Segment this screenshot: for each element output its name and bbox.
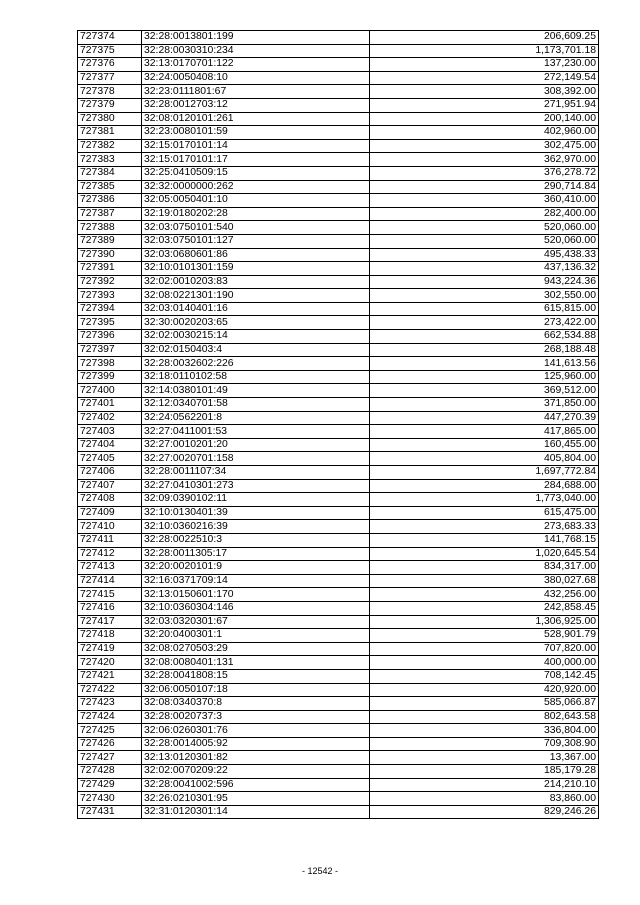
table-row xyxy=(78,153,599,167)
record-id-cell: 727380 xyxy=(78,112,142,126)
table-row xyxy=(78,778,599,792)
record-id-cell: 727375 xyxy=(78,44,142,58)
table-row xyxy=(78,98,599,112)
cadastral-number-cell: 32:20:0400301:1 xyxy=(142,629,370,643)
cadastral-number-cell: 32:03:0680601:86 xyxy=(142,248,370,262)
amount-cell: 83,860.00 xyxy=(370,792,599,806)
amount-cell: 707,820.00 xyxy=(370,642,599,656)
table-row xyxy=(78,751,599,765)
record-id-cell: 727389 xyxy=(78,234,142,248)
table-row xyxy=(78,493,599,507)
page-number: - 12542 - xyxy=(301,866,339,876)
table-row xyxy=(78,506,599,520)
amount-cell: 1,173,701.18 xyxy=(370,44,599,58)
table-row xyxy=(78,520,599,534)
record-id-cell: 727422 xyxy=(78,683,142,697)
records-table-body xyxy=(78,31,599,819)
table-row xyxy=(78,302,599,316)
record-id-cell: 727425 xyxy=(78,724,142,738)
table-row xyxy=(78,207,599,221)
cadastral-number-cell: 32:19:0180202:28 xyxy=(142,207,370,221)
record-id-cell: 727390 xyxy=(78,248,142,262)
amount-cell: 708,142.45 xyxy=(370,669,599,683)
record-id-cell: 727420 xyxy=(78,656,142,670)
table-row xyxy=(78,737,599,751)
cadastral-number-cell: 32:13:0150601:170 xyxy=(142,588,370,602)
amount-cell: 834,317.00 xyxy=(370,561,599,575)
record-id-cell: 727418 xyxy=(78,629,142,643)
table-row xyxy=(78,805,599,819)
cadastral-number-cell: 32:23:0080101:59 xyxy=(142,126,370,140)
record-id-cell: 727387 xyxy=(78,207,142,221)
amount-cell: 290,714.84 xyxy=(370,180,599,194)
table-row xyxy=(78,194,599,208)
record-id-cell: 727394 xyxy=(78,302,142,316)
table-row xyxy=(78,615,599,629)
cadastral-number-cell: 32:03:0750101:127 xyxy=(142,234,370,248)
table-row xyxy=(78,139,599,153)
table-row xyxy=(78,330,599,344)
record-id-cell: 727379 xyxy=(78,98,142,112)
amount-cell: 520,060.00 xyxy=(370,234,599,248)
record-id-cell: 727414 xyxy=(78,574,142,588)
record-id-cell: 727392 xyxy=(78,275,142,289)
amount-cell: 242,858.45 xyxy=(370,601,599,615)
cadastral-number-cell: 32:08:0080401:131 xyxy=(142,656,370,670)
amount-cell: 360,410.00 xyxy=(370,194,599,208)
cadastral-number-cell: 32:03:0320301:67 xyxy=(142,615,370,629)
cadastral-number-cell: 32:16:0371709:14 xyxy=(142,574,370,588)
cadastral-number-cell: 32:32:0000000:262 xyxy=(142,180,370,194)
record-id-cell: 727426 xyxy=(78,737,142,751)
amount-cell: 1,020,645.54 xyxy=(370,547,599,561)
record-id-cell: 727428 xyxy=(78,765,142,779)
cadastral-number-cell: 32:28:0011107:34 xyxy=(142,466,370,480)
amount-cell: 271,951.94 xyxy=(370,98,599,112)
cadastral-number-cell: 32:27:0010201:20 xyxy=(142,438,370,452)
record-id-cell: 727396 xyxy=(78,330,142,344)
table-row xyxy=(78,262,599,276)
record-id-cell: 727419 xyxy=(78,642,142,656)
record-id-cell: 727412 xyxy=(78,547,142,561)
amount-cell: 200,140.00 xyxy=(370,112,599,126)
amount-cell: 520,060.00 xyxy=(370,221,599,235)
amount-cell: 308,392.00 xyxy=(370,85,599,99)
cadastral-number-cell: 32:31:0120301:14 xyxy=(142,805,370,819)
record-id-cell: 727423 xyxy=(78,697,142,711)
cadastral-number-cell: 32:10:0360216:39 xyxy=(142,520,370,534)
amount-cell: 369,512.00 xyxy=(370,384,599,398)
cadastral-number-cell: 32:15:0170101:14 xyxy=(142,139,370,153)
cadastral-number-cell: 32:10:0360304:146 xyxy=(142,601,370,615)
cadastral-number-cell: 32:13:0170701:122 xyxy=(142,58,370,72)
amount-cell: 528,901.79 xyxy=(370,629,599,643)
record-id-cell: 727430 xyxy=(78,792,142,806)
record-id-cell: 727404 xyxy=(78,438,142,452)
record-id-cell: 727406 xyxy=(78,466,142,480)
amount-cell: 282,400.00 xyxy=(370,207,599,221)
record-id-cell: 727409 xyxy=(78,506,142,520)
record-id-cell: 727391 xyxy=(78,262,142,276)
cadastral-number-cell: 32:14:0380101:49 xyxy=(142,384,370,398)
record-id-cell: 727401 xyxy=(78,398,142,412)
amount-cell: 268,188.48 xyxy=(370,343,599,357)
amount-cell: 943,224.36 xyxy=(370,275,599,289)
table-row xyxy=(78,248,599,262)
table-row xyxy=(78,112,599,126)
cadastral-number-cell: 32:03:0750101:540 xyxy=(142,221,370,235)
amount-cell: 336,804.00 xyxy=(370,724,599,738)
table-row xyxy=(78,669,599,683)
cadastral-number-cell: 32:12:0340701:58 xyxy=(142,398,370,412)
cadastral-number-cell: 32:20:0020101:9 xyxy=(142,561,370,575)
table-row xyxy=(78,724,599,738)
amount-cell: 273,683.33 xyxy=(370,520,599,534)
amount-cell: 125,960.00 xyxy=(370,370,599,384)
amount-cell: 13,367.00 xyxy=(370,751,599,765)
amount-cell: 362,970.00 xyxy=(370,153,599,167)
record-id-cell: 727393 xyxy=(78,289,142,303)
cadastral-number-cell: 32:24:0050408:10 xyxy=(142,71,370,85)
amount-cell: 273,422.00 xyxy=(370,316,599,330)
cadastral-number-cell: 32:24:0562201:8 xyxy=(142,411,370,425)
amount-cell: 400,000.00 xyxy=(370,656,599,670)
table-row xyxy=(78,601,599,615)
record-id-cell: 727395 xyxy=(78,316,142,330)
amount-cell: 432,256.00 xyxy=(370,588,599,602)
record-id-cell: 727376 xyxy=(78,58,142,72)
table-row xyxy=(78,683,599,697)
table-row xyxy=(78,71,599,85)
cadastral-number-cell: 32:30:0020203:65 xyxy=(142,316,370,330)
table-row xyxy=(78,574,599,588)
table-row xyxy=(78,466,599,480)
amount-cell: 214,210.10 xyxy=(370,778,599,792)
record-id-cell: 727403 xyxy=(78,425,142,439)
table-row xyxy=(78,166,599,180)
table-row xyxy=(78,289,599,303)
cadastral-number-cell: 32:18:0110102:58 xyxy=(142,370,370,384)
table-row xyxy=(78,438,599,452)
record-id-cell: 727408 xyxy=(78,493,142,507)
table-row xyxy=(78,656,599,670)
record-id-cell: 727397 xyxy=(78,343,142,357)
cadastral-number-cell: 32:09:0390102:11 xyxy=(142,493,370,507)
cadastral-number-cell: 32:02:0150403:4 xyxy=(142,343,370,357)
table-row xyxy=(78,357,599,371)
amount-cell: 1,306,925.00 xyxy=(370,615,599,629)
amount-cell: 1,773,040.00 xyxy=(370,493,599,507)
cadastral-number-cell: 32:08:0270503:29 xyxy=(142,642,370,656)
table-row xyxy=(78,561,599,575)
table-row xyxy=(78,31,599,45)
amount-cell: 137,230.00 xyxy=(370,58,599,72)
amount-cell: 284,688.00 xyxy=(370,479,599,493)
record-id-cell: 727378 xyxy=(78,85,142,99)
table-row xyxy=(78,126,599,140)
cadastral-number-cell: 32:28:0012703:12 xyxy=(142,98,370,112)
record-id-cell: 727416 xyxy=(78,601,142,615)
table-row xyxy=(78,370,599,384)
cadastral-number-cell: 32:15:0170101:17 xyxy=(142,153,370,167)
cadastral-number-cell: 32:02:0010203:83 xyxy=(142,275,370,289)
record-id-cell: 727411 xyxy=(78,533,142,547)
record-id-cell: 727382 xyxy=(78,139,142,153)
cadastral-number-cell: 32:06:0260301:76 xyxy=(142,724,370,738)
table-row xyxy=(78,398,599,412)
cadastral-number-cell: 32:28:0022510:3 xyxy=(142,533,370,547)
record-id-cell: 727383 xyxy=(78,153,142,167)
cadastral-number-cell: 32:08:0340370:8 xyxy=(142,697,370,711)
amount-cell: 185,179.28 xyxy=(370,765,599,779)
amount-cell: 802,643.58 xyxy=(370,710,599,724)
record-id-cell: 727424 xyxy=(78,710,142,724)
cadastral-number-cell: 32:08:0120101:261 xyxy=(142,112,370,126)
record-id-cell: 727377 xyxy=(78,71,142,85)
record-id-cell: 727386 xyxy=(78,194,142,208)
cadastral-number-cell: 32:02:0030215:14 xyxy=(142,330,370,344)
cadastral-number-cell: 32:28:0014005:92 xyxy=(142,737,370,751)
amount-cell: 615,475.00 xyxy=(370,506,599,520)
amount-cell: 829,246.26 xyxy=(370,805,599,819)
record-id-cell: 727410 xyxy=(78,520,142,534)
amount-cell: 1,697,772.84 xyxy=(370,466,599,480)
record-id-cell: 727427 xyxy=(78,751,142,765)
amount-cell: 402,960.00 xyxy=(370,126,599,140)
table-row xyxy=(78,697,599,711)
amount-cell: 380,027.68 xyxy=(370,574,599,588)
table-row xyxy=(78,547,599,561)
table-row xyxy=(78,221,599,235)
cadastral-number-cell: 32:28:0013801:199 xyxy=(142,31,370,45)
cadastral-number-cell: 32:02:0070209:22 xyxy=(142,765,370,779)
table-row xyxy=(78,85,599,99)
table-row xyxy=(78,452,599,466)
record-id-cell: 727398 xyxy=(78,357,142,371)
record-id-cell: 727413 xyxy=(78,561,142,575)
record-id-cell: 727385 xyxy=(78,180,142,194)
record-id-cell: 727405 xyxy=(78,452,142,466)
record-id-cell: 727388 xyxy=(78,221,142,235)
cadastral-number-cell: 32:28:0041002:596 xyxy=(142,778,370,792)
cadastral-number-cell: 32:27:0411001:53 xyxy=(142,425,370,439)
table-row xyxy=(78,588,599,602)
record-id-cell: 727431 xyxy=(78,805,142,819)
amount-cell: 420,920.00 xyxy=(370,683,599,697)
cadastral-number-cell: 32:10:0130401:39 xyxy=(142,506,370,520)
record-id-cell: 727374 xyxy=(78,31,142,45)
record-id-cell: 727400 xyxy=(78,384,142,398)
amount-cell: 206,609.25 xyxy=(370,31,599,45)
record-id-cell: 727399 xyxy=(78,370,142,384)
record-id-cell: 727402 xyxy=(78,411,142,425)
amount-cell: 615,815.00 xyxy=(370,302,599,316)
table-row xyxy=(78,479,599,493)
table-row xyxy=(78,710,599,724)
amount-cell: 709,308.90 xyxy=(370,737,599,751)
cadastral-number-cell: 32:25:0410509:15 xyxy=(142,166,370,180)
cadastral-number-cell: 32:05:0050401:10 xyxy=(142,194,370,208)
table-row xyxy=(78,234,599,248)
amount-cell: 302,550.00 xyxy=(370,289,599,303)
cadastral-number-cell: 32:28:0011305:17 xyxy=(142,547,370,561)
table-row xyxy=(78,275,599,289)
amount-cell: 495,438.33 xyxy=(370,248,599,262)
record-id-cell: 727429 xyxy=(78,778,142,792)
table-row xyxy=(78,58,599,72)
amount-cell: 160,455.00 xyxy=(370,438,599,452)
record-id-cell: 727421 xyxy=(78,669,142,683)
record-id-cell: 727417 xyxy=(78,615,142,629)
cadastral-number-cell: 32:28:0030310:234 xyxy=(142,44,370,58)
record-id-cell: 727407 xyxy=(78,479,142,493)
amount-cell: 447,270.39 xyxy=(370,411,599,425)
cadastral-number-cell: 32:08:0221301:190 xyxy=(142,289,370,303)
amount-cell: 376,278.72 xyxy=(370,166,599,180)
table-row xyxy=(78,180,599,194)
cadastral-number-cell: 32:27:0410301:273 xyxy=(142,479,370,493)
table-row xyxy=(78,411,599,425)
cadastral-number-cell: 32:10:0101301:159 xyxy=(142,262,370,276)
table-row xyxy=(78,792,599,806)
cadastral-number-cell: 32:26:0210301:95 xyxy=(142,792,370,806)
records-table xyxy=(77,30,599,819)
table-row xyxy=(78,316,599,330)
record-id-cell: 727384 xyxy=(78,166,142,180)
record-id-cell: 727415 xyxy=(78,588,142,602)
cadastral-number-cell: 32:13:0120301:82 xyxy=(142,751,370,765)
amount-cell: 405,804.00 xyxy=(370,452,599,466)
amount-cell: 437,136.32 xyxy=(370,262,599,276)
cadastral-number-cell: 32:28:0041808:15 xyxy=(142,669,370,683)
amount-cell: 585,066.87 xyxy=(370,697,599,711)
table-row xyxy=(78,642,599,656)
cadastral-number-cell: 32:27:0020701:158 xyxy=(142,452,370,466)
amount-cell: 141,768.15 xyxy=(370,533,599,547)
amount-cell: 662,534.88 xyxy=(370,330,599,344)
table-row xyxy=(78,384,599,398)
cadastral-number-cell: 32:06:0050107:18 xyxy=(142,683,370,697)
amount-cell: 417,865.00 xyxy=(370,425,599,439)
cadastral-number-cell: 32:23:0111801:67 xyxy=(142,85,370,99)
amount-cell: 302,475.00 xyxy=(370,139,599,153)
table-row xyxy=(78,765,599,779)
table-row xyxy=(78,425,599,439)
amount-cell: 141,613.56 xyxy=(370,357,599,371)
cadastral-number-cell: 32:03:0140401:16 xyxy=(142,302,370,316)
cadastral-number-cell: 32:28:0020737:3 xyxy=(142,710,370,724)
table-row xyxy=(78,44,599,58)
cadastral-number-cell: 32:28:0032602:226 xyxy=(142,357,370,371)
amount-cell: 272,149.54 xyxy=(370,71,599,85)
table-row xyxy=(78,343,599,357)
table-row xyxy=(78,533,599,547)
record-id-cell: 727381 xyxy=(78,126,142,140)
table-row xyxy=(78,629,599,643)
amount-cell: 371,850.00 xyxy=(370,398,599,412)
